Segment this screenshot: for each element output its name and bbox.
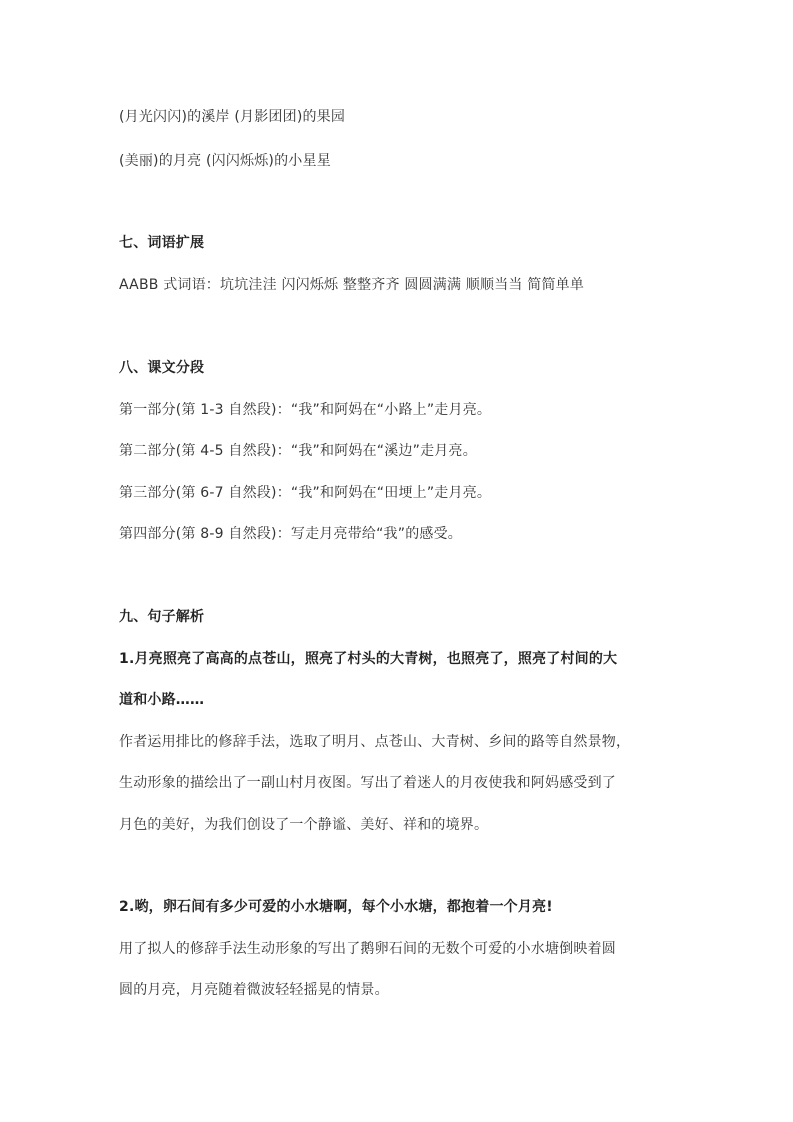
section-8-heading: 八、课文分段 [119, 360, 205, 376]
sentence-1-line-1: 1.月亮照亮了高高的点苍山，照亮了村头的大青树，也照亮了，照亮了村间的大 [119, 651, 618, 667]
analysis-1-line-1: 作者运用排比的修辞手法，选取了明月、点苍山、大青树、乡间的路等自然景物， [119, 734, 631, 750]
section-9-heading: 九、句子解析 [119, 609, 205, 625]
word-pairs-line-2: (美丽)的月亮 (闪闪烁烁)的小星星 [119, 153, 331, 169]
analysis-2-line-1: 用了拟人的修辞手法生动形象的写出了鹅卵石间的无数个可爱的小水塘倒映着圆 [119, 941, 616, 957]
analysis-1-line-3: 月色的美好，为我们创设了一个静谧、美好、祥和的境界。 [119, 817, 489, 833]
analysis-1-line-2: 生动形象的描绘出了一副山村月夜图。写出了着迷人的月夜使我和阿妈感受到了 [119, 775, 616, 791]
sentence-2-line-1: 2.哟，卵石间有多少可爱的小水塘啊，每个小水塘，都抱着一个月亮! [119, 899, 553, 915]
section-8-part-3: 第三部分(第 6-7 自然段)：“我”和阿妈在“田埂上”走月亮。 [119, 485, 492, 501]
section-8-part-2: 第二部分(第 4-5 自然段)：“我”和阿妈在“溪边”走月亮。 [119, 443, 477, 459]
section-7-content: AABB 式词语：坑坑洼洼 闪闪烁烁 整整齐齐 圆圆满满 顺顺当当 简简单单 [119, 277, 585, 293]
section-8-part-1: 第一部分(第 1-3 自然段)：“我”和阿妈在“小路上”走月亮。 [119, 402, 492, 418]
sentence-1-line-2: 道和小路…… [119, 692, 205, 708]
section-7-heading: 七、词语扩展 [119, 235, 205, 251]
word-pairs-line-1: (月光闪闪)的溪岸 (月影团团)的果园 [119, 109, 346, 125]
section-8-part-4: 第四部分(第 8-9 自然段)：写走月亮带给“我”的感受。 [119, 526, 462, 542]
analysis-2-line-2: 圆的月亮，月亮随着微波轻轻摇晃的情景。 [119, 982, 389, 998]
